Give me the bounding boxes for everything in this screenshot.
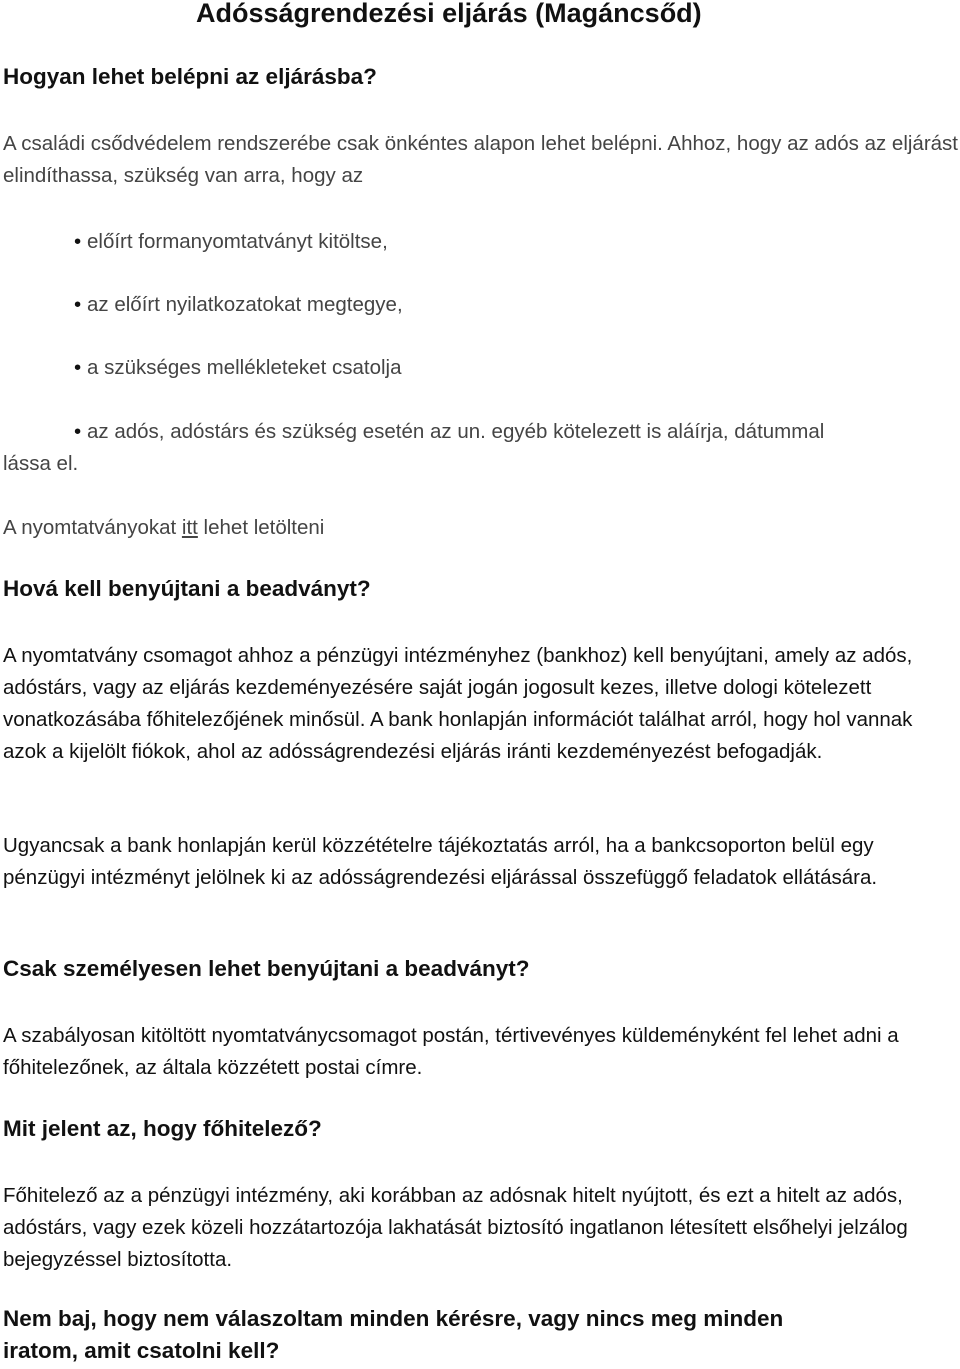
main-creditor-paragraph: Főhitelező az a pénzügyi intézmény, aki korábban az adósnak hitelt nyújtott, és ezt a hitelt az adós, adóstárs, vagy ezek közeli hozzátartozója lakhatását biztosító ingatlanon létesített elsőhelyi jelzálog bejegyzéssel biztosította. <box>3 1184 908 1271</box>
bullet-icon: • <box>74 356 82 379</box>
download-link[interactable]: itt <box>181 516 198 539</box>
list-item-text: a szükséges mellékleteket csatolja <box>87 356 402 379</box>
bullet-icon: • <box>74 420 82 443</box>
heading-main-creditor: Mit jelent az, hogy főhitelező? <box>3 1116 322 1141</box>
bullet-icon: • <box>74 230 82 253</box>
list-item <box>74 289 403 321</box>
download-prefix: A nyomtatványokat <box>3 516 182 539</box>
list-item-text: az előírt nyilatkozatokat megtegye, <box>87 293 403 316</box>
list-item <box>74 352 402 384</box>
download-paragraph <box>3 512 960 544</box>
heading-where-to-submit: Hová kell benyújtani a beadványt? <box>3 576 371 601</box>
submit-paragraph-1: A nyomtatvány csomagot ahhoz a pénzügyi intézményhez (bankhoz) kell benyújtani, amely az adós, adóstárs, vagy az eljárás kezdeményezésére saját jogán jogosult kezes, illetve dologi kötelezett vonatkozásába főhitelezőjének minősül. A bank honlapján információt találhat arról, hogy hol vannak azok a kijelölt fiókok, ahol az adósságrendezési eljárás iránti kezdeményezést befogadják. <box>3 644 913 763</box>
heading-how-to-enter: Hogyan lehet belépni az eljárásba? <box>3 64 377 89</box>
submit-paragraph-2: Ugyancsak a bank honlapján kerül közzétételre tájékoztatás arról, ha a bankcsoporton belül egy pénzügyi intézményt jelölnek ki az adósságrendezési eljárással összefüggő feladatok ellátására. <box>3 834 878 889</box>
postal-paragraph: A szabályosan kitöltött nyomtatványcsomagot postán, tértivevényes küldeményként fel lehet adni a főhitelezőnek, az általa közzétett postai címre. <box>3 1024 899 1079</box>
intro-paragraph: A családi csődvédelem rendszerébe csak önkéntes alapon lehet belépni. Ahhoz, hogy az adós az eljárást elindíthassa, szükség van arra, hogy az <box>3 132 959 187</box>
list-item <box>74 226 388 258</box>
download-suffix: lehet letölteni <box>197 516 325 539</box>
list-item <box>74 416 824 448</box>
heading-missing-documents-line2: iratom, amit csatolni kell? <box>3 1338 280 1363</box>
bullet-icon: • <box>74 293 82 316</box>
list-item-text: az adós, adóstárs és szükség esetén az un. egyéb kötelezett is aláírja, dátummal <box>87 420 825 443</box>
list-item-text: előírt formanyomtatványt kitöltse, <box>87 230 388 253</box>
heading-personal-submission: Csak személyesen lehet benyújtani a beadványt? <box>3 956 530 981</box>
list-item-continuation: lássa el. <box>3 452 79 475</box>
heading-missing-documents-line1: Nem baj, hogy nem válaszoltam minden kérésre, vagy nincs meg minden <box>3 1306 784 1331</box>
document-title: Adósságrendezési eljárás (Magáncsőd) <box>196 0 702 28</box>
